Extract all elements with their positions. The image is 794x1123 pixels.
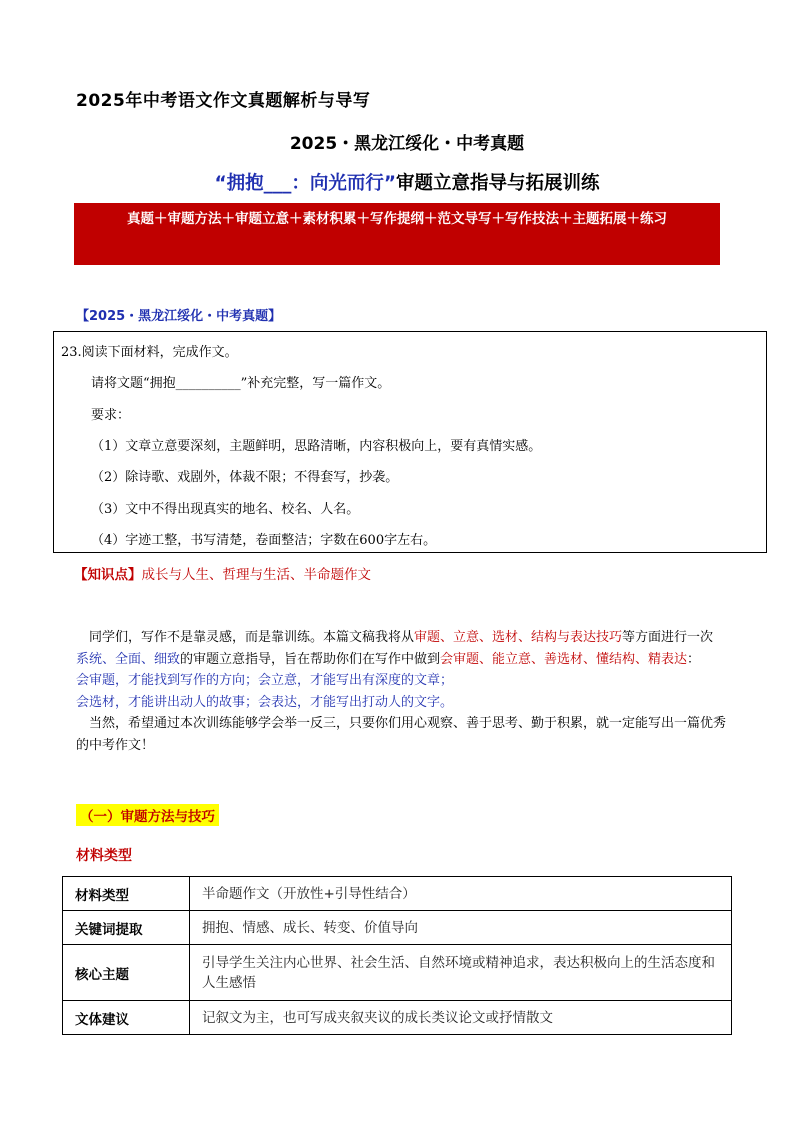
knowledge-tag: 【知识点】 [74,567,142,583]
table-row [63,877,732,911]
source-tag: 【2025・黑龙江绥化・中考真题】 [76,309,282,324]
intro-text-run: 同学们，写作不是靠灵感，而是靠训练。本篇文稿我将从 [89,630,415,645]
intro-closing: 当然，希望通过本次训练能够学会举一反三，只要你们用心观察、善于思考、勤于积累，就一定能写出一篇优秀的中考作文！ [76,716,727,753]
requirement-item: （4）字迹工整，书写清楚，卷面整洁；字数在600字左右。 [91,533,437,548]
essay-headline [0,169,794,195]
knowledge-text: 成长与人生、哲理与生活、半命题作文 [141,567,371,583]
red-banner: 真题＋审题方法＋审题立意＋素材积累＋写作提纲＋范文导写＋写作技法＋主题拓展＋练习 [74,203,720,265]
intro-highlight: 会审题、能立意、善选材、懂结构、精表达 [440,651,688,667]
intro-highlight: 审题、立意、选材、结构与表达技巧 [414,630,623,645]
intro-line: 会审题，才能找到写作的方向；会立意，才能写出有深度的文章； [76,673,454,688]
intro-paragraph [76,627,726,670]
table-key: 关键词提取 [63,911,190,945]
question-number-line: 23.阅读下面材料，完成作文。 [61,345,238,360]
document-title: 2025年中考语文作文真题解析与导写 [76,91,371,111]
table-row [63,911,732,945]
intro-text-run: ： [687,651,701,667]
analysis-table [62,876,732,1035]
question-box [53,331,767,553]
table-key: 文体建议 [63,1001,190,1035]
table-value: 记叙文为主，也可写成夹叙夹议的成长类议论文或抒情散文 [190,1001,732,1035]
headline-rest: 审题立意指导与拓展训练 [396,173,600,194]
material-label: 材料类型 [76,848,132,864]
table-row [63,1001,732,1035]
requirement-item: （1）文章立意要深刻，主题鲜明，思路清晰，内容积极向上，要有真情实感。 [91,439,542,454]
requirements-label: 要求： [91,408,131,423]
table-value: 引导学生关注内心世界、社会生活、自然环境或精神追求，表达积极向上的生活态度和人生感悟 [190,945,732,1001]
table-row [63,945,732,1001]
intro-text-run: 等方面进行一次 [622,630,714,645]
table-key: 材料类型 [63,877,190,911]
intro-highlight: 系统、全面、细致 [76,651,181,667]
table-value: 半命题作文（开放性+引导性结合） [190,877,732,911]
requirement-item: （2）除诗歌、戏剧外，体裁不限；不得套写，抄袭。 [91,470,399,485]
intro-text [76,627,726,756]
section-heading: （一）审题方法与技巧 [76,804,219,826]
question-prompt: 请将文题“拥抱__________”补充完整，写一篇作文。 [91,376,391,391]
requirement-item: （3）文中不得出现真实的地名、校名、人名。 [91,502,360,517]
knowledge-point [74,563,371,583]
exam-subtitle: 2025・黑龙江绥化・中考真题 [289,134,525,154]
table-value: 拥抱、情感、成长、转变、价值导向 [190,911,732,945]
headline-quote: “拥抱___：向光而行” [214,173,397,194]
intro-line: 会选材，才能讲出动人的故事；会表达，才能写出打动人的文字。 [76,694,454,710]
intro-text-run: 的审题立意指导，旨在帮助你们在写作中做到 [180,651,441,667]
table-key: 核心主题 [63,945,190,1001]
